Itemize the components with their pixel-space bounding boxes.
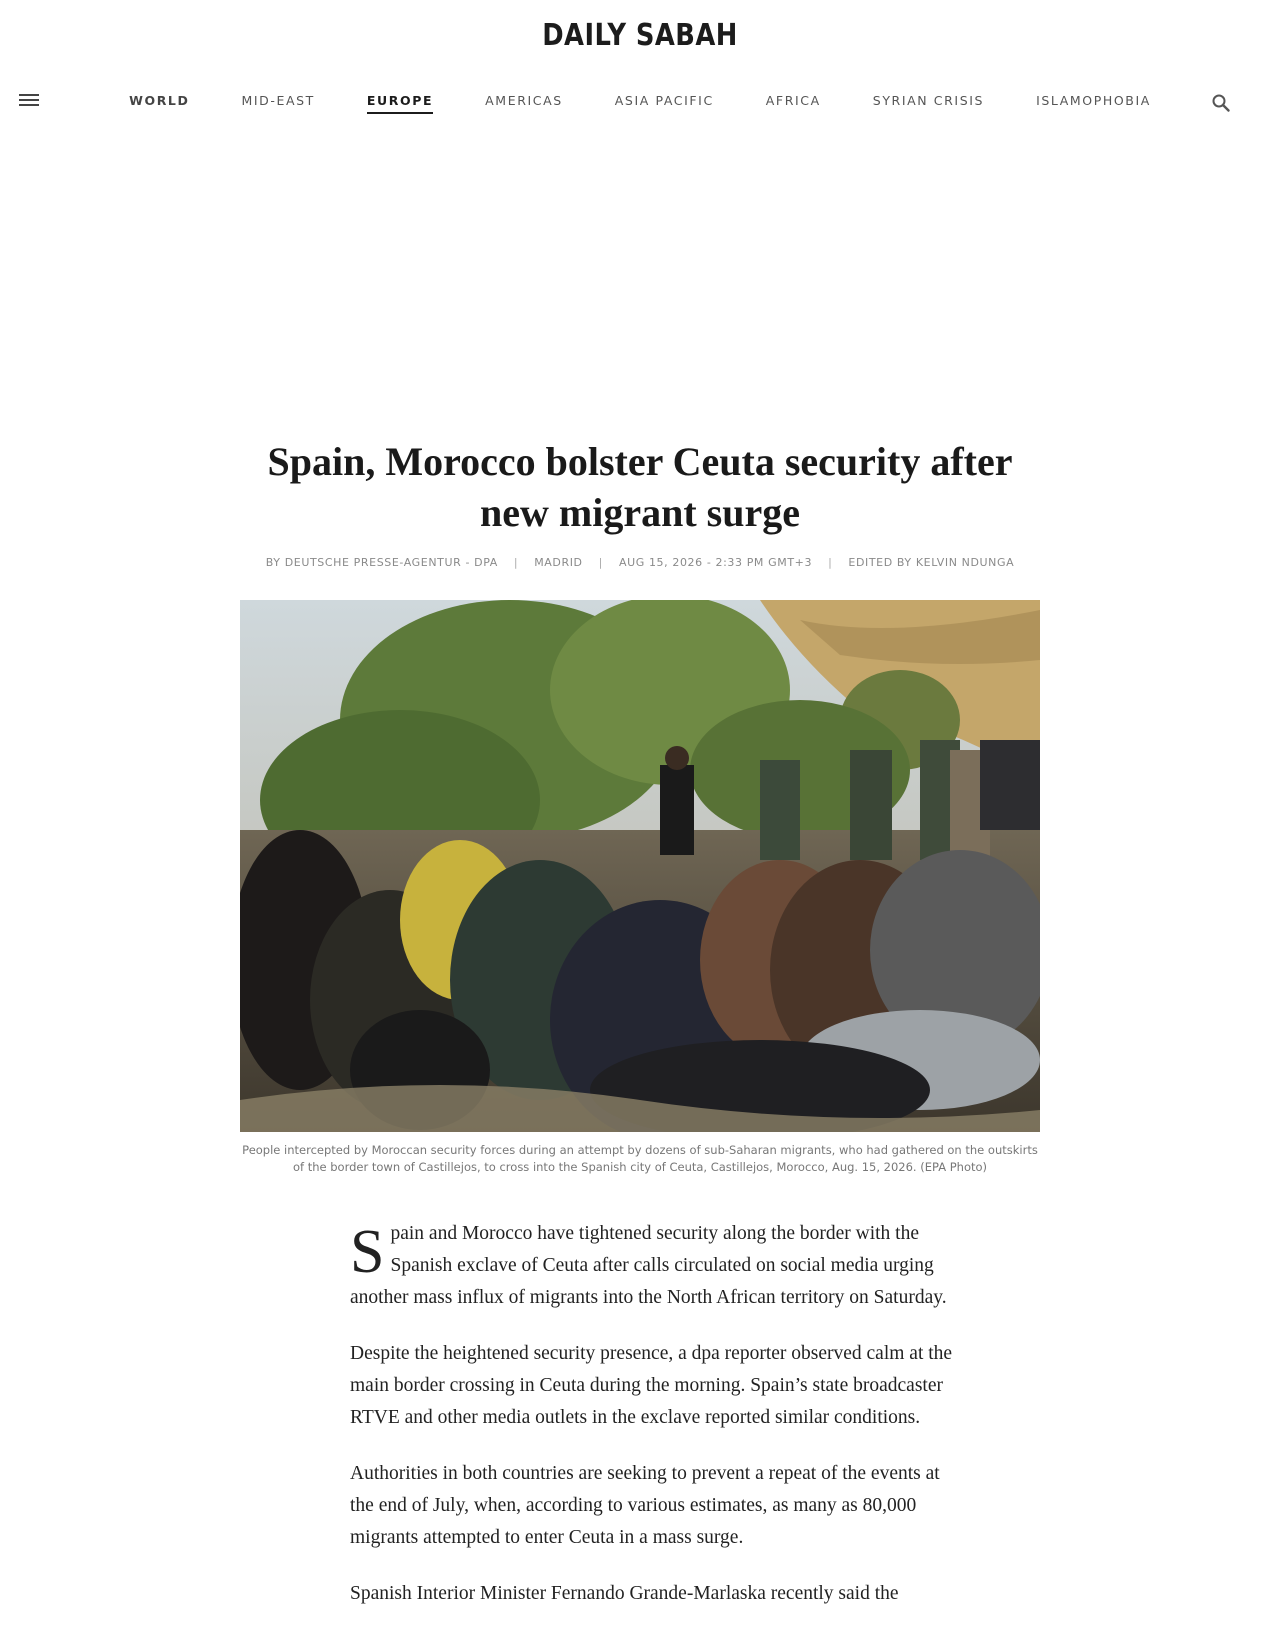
byline-separator: | xyxy=(513,556,519,569)
site-logo[interactable]: DAILY SABAH xyxy=(542,18,738,53)
nav-item-asia-pacific[interactable]: ASIA PACIFIC xyxy=(614,93,714,108)
nav-item-africa[interactable]: AFRICA xyxy=(765,93,821,108)
main-nav xyxy=(0,93,1280,114)
nav-item-mid-east[interactable]: MID-EAST xyxy=(241,93,315,108)
article-byline xyxy=(0,556,1280,569)
article-photo xyxy=(240,600,1040,1132)
nav-item-europe[interactable]: EUROPE xyxy=(367,93,433,114)
byline-separator: | xyxy=(828,556,833,569)
byline-editor: EDITED BY KELVIN NDUNGA xyxy=(848,556,1015,569)
nav-item-islamophobia[interactable]: ISLAMOPHOBIA xyxy=(1036,93,1151,108)
nav-item-world[interactable]: WORLD xyxy=(129,93,190,108)
drop-cap: S xyxy=(350,1218,385,1286)
article-paragraph: Authorities in both countries are seeking to prevent a repeat of the events at the end of July, when, according to various estimates, as many as 80,000 migrants attempted to enter Ceuta in a mass surge. xyxy=(350,1463,940,1548)
nav-item-syrian-crisis[interactable]: SYRIAN CRISIS xyxy=(872,93,985,108)
paragraph-text: pain and Morocco have tightened security along the border with the Spanish exclave of Ceuta after calls circulated on social media urging another mass influx of migrants into the North African territory on Saturday. xyxy=(350,1223,947,1308)
nav-item-americas[interactable]: AMERICAS xyxy=(485,93,563,108)
search-icon[interactable] xyxy=(1211,93,1231,113)
article-body xyxy=(350,1218,962,1634)
byline-separator: | xyxy=(598,556,603,569)
photo-caption: People intercepted by Moroccan security forces during an attempt by dozens of sub-Saharan migrants, who had gathered on the outskirts of the border town of Castillejos, to cross into the Spanish city of Ceuta, Castillejos, Morocco, Aug. 15, 2026. (EPA Photo) xyxy=(242,1143,1038,1174)
article-paragraph: Despite the heightened security presence, a dpa reporter observed calm at the main border crossing in Ceuta during the morning. Spain’s state broadcaster RTVE and other media outlets in the exclave reported similar conditions. xyxy=(350,1343,953,1428)
byline-date: AUG 15, 2026 - 2:33 PM GMT+3 xyxy=(618,556,813,569)
ad-placeholder xyxy=(0,140,1280,420)
article-headline: Spain, Morocco bolster Ceuta security after new migrant surge xyxy=(267,439,1013,535)
byline-location: MADRID xyxy=(534,556,583,569)
article-paragraph: Spanish Interior Minister Fernando Grande-Marlaska recently said the xyxy=(350,1583,899,1604)
article-paragraph xyxy=(350,1218,962,1314)
byline-author[interactable]: BY DEUTSCHE PRESSE-AGENTUR - DPA xyxy=(265,556,498,569)
